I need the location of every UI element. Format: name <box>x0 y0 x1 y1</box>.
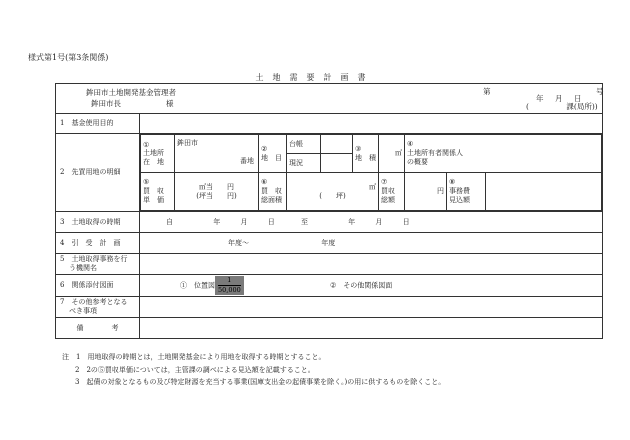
purchase-unit-price-label: ⑤ 買 収 単 価 <box>141 173 175 211</box>
map-scale: $\frac{1}{50,000}$ <box>215 276 244 295</box>
remarks-field[interactable] <box>140 318 603 339</box>
purchase-total-area-field[interactable]: ㎡ ( 坪) <box>287 173 379 211</box>
land-location-label: ① 土地所 在 地 <box>141 135 175 173</box>
note-2: 2 2の⑤買収単価については，主管課の調べによる見込額を記載すること。 <box>75 365 315 374</box>
plan-field[interactable]: 年度〜 年度 <box>140 233 603 254</box>
attachments-field[interactable] <box>140 275 603 297</box>
row-label-attachments: 6 関係添付図面 <box>56 275 140 297</box>
addressee-honorific: 様 <box>166 99 174 108</box>
land-area-label: ③ 地 積 <box>353 135 379 173</box>
owner-summary-cell[interactable]: ④ 土地所有者関係人 の概要 <box>405 135 602 173</box>
addressee-line2: 鉾田市長 <box>91 99 121 108</box>
document-title: 土地需要計画書 <box>255 73 375 82</box>
details-grid <box>140 134 602 211</box>
addressee-line1: 鉾田市土地開発基金管理者 <box>86 88 176 97</box>
admin-cost-field[interactable] <box>485 173 601 210</box>
agency-field[interactable] <box>140 254 603 275</box>
document-number-label: 第 <box>483 87 491 96</box>
attachment-location-map: ① 位置図 <box>180 281 215 290</box>
other-field[interactable] <box>140 297 603 318</box>
details-cell <box>140 134 603 212</box>
row-label-timing: 3 土地取得の時期 <box>56 212 140 233</box>
form-number: 様式第1号(第3条関係) <box>28 53 109 62</box>
purchase-total-amount-field[interactable]: 円 <box>405 173 447 211</box>
current-status-field[interactable] <box>321 154 353 173</box>
purchase-total-amount-label: ⑦ 買収 総額 <box>379 173 405 211</box>
row-label-plan: 4 引 受 計 画 <box>56 233 140 254</box>
ledger-field[interactable] <box>321 135 353 154</box>
land-location-field[interactable]: 鉾田市 番地 <box>175 135 259 173</box>
timing-field[interactable]: 自 年 月 日 至 年 月 日 <box>140 212 603 233</box>
purpose-field[interactable] <box>140 114 603 134</box>
addressee-cell <box>56 84 603 114</box>
row-label-purpose: 1 基金使用目的 <box>56 114 140 134</box>
note-1: 注 1 用地取得の時期とは，土地開発基金により用地を取得する時期とすること。 <box>62 353 326 361</box>
document-date: 年 月 日 <box>536 94 584 103</box>
document-number-suffix: 号 <box>596 87 604 96</box>
row-label-agency: 5 土地取得事務を行 う機関名 <box>56 254 140 275</box>
row-label-details: 2 先買用地の明細 <box>56 134 140 212</box>
row-label-other: 7 その他参考となる べき事項 <box>56 297 140 318</box>
land-area-field[interactable]: ㎡ <box>379 135 405 173</box>
admin-cost-label: ⑧ 事務費 見込額 <box>447 173 485 210</box>
admin-cost-cell <box>447 173 602 211</box>
purchase-total-area-label: ⑥ 買 収 総面積 <box>259 173 287 211</box>
notes <box>62 351 445 389</box>
note-3: 3 起債の対象となるもの及び特定財源を充当する事業(国庫支出金の起債事業を除く。)の用に供するものを除くこと。 <box>75 378 446 386</box>
land-category-label: ② 地 目 <box>259 135 287 173</box>
current-status-label: 現況 <box>287 154 321 173</box>
department: ( 課(局所)) <box>526 102 598 111</box>
land-demand-plan-table <box>55 83 603 339</box>
ledger-label: 台帳 <box>287 135 321 154</box>
row-label-remarks: 備 考 <box>56 318 140 339</box>
attachment-other-drawings: ② その他関係図面 <box>329 281 393 290</box>
purchase-unit-price-field[interactable]: ㎡当 円 (坪当 円) <box>175 173 259 211</box>
